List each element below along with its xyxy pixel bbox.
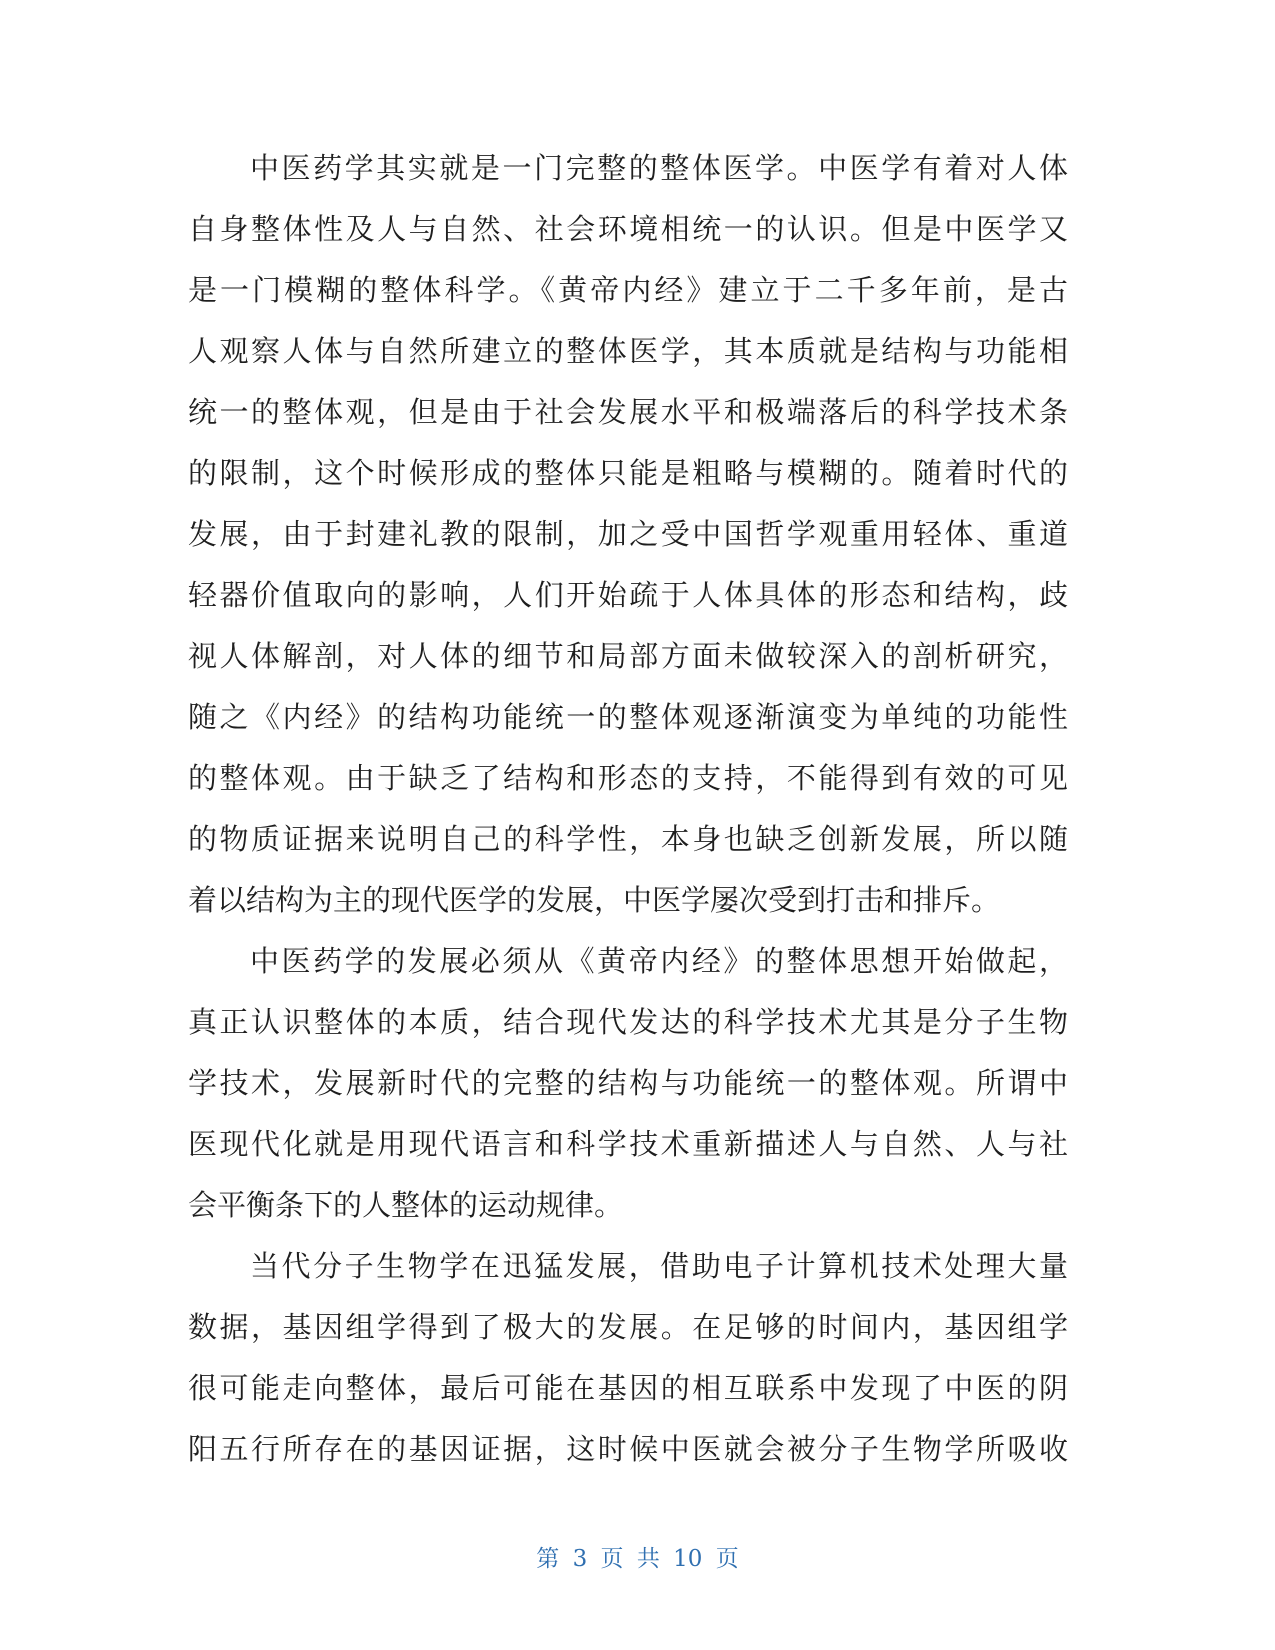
paragraph-line: 医现代化就是用现代语言和科学技术重新描述人与自然、人与社 <box>188 1127 1068 1161</box>
document-body <box>188 138 1068 1480</box>
paragraph-line: 中医药学的发展必须从《黄帝内经》的整体思想开始做起， <box>250 944 1068 978</box>
paragraph-line: 统一的整体观，但是由于社会发展水平和极端落后的科学技术条 <box>188 395 1068 429</box>
page-number-footer: 第 3 页 共 10 页 <box>536 1546 739 1572</box>
paragraph-3 <box>188 1236 1068 1480</box>
paragraph-line: 真正认识整体的本质，结合现代发达的科学技术尤其是分子生物 <box>188 1005 1068 1039</box>
paragraph-line: 人观察人体与自然所建立的整体医学，其本质就是结构与功能相 <box>188 334 1068 368</box>
paragraph-line: 随之《内经》的结构功能统一的整体观逐渐演变为单纯的功能性 <box>188 700 1068 734</box>
paragraph-line: 视人体解剖，对人体的细节和局部方面未做较深入的剖析研究， <box>188 639 1068 673</box>
paragraph-line: 很可能走向整体，最后可能在基因的相互联系中发现了中医的阴 <box>188 1371 1068 1405</box>
paragraph-line: 阳五行所存在的基因证据，这时候中医就会被分子生物学所吸收 <box>188 1432 1068 1466</box>
paragraph-line: 的物质证据来说明自己的科学性，本身也缺乏创新发展，所以随 <box>188 822 1068 856</box>
paragraph-line: 当代分子生物学在迅猛发展，借助电子计算机技术处理大量 <box>250 1249 1068 1283</box>
paragraph-line: 着以结构为主的现代医学的发展，中医学屡次受到打击和排斥。 <box>188 883 1001 917</box>
paragraph-line: 发展，由于封建礼教的限制，加之受中国哲学观重用轻体、重道 <box>188 517 1068 551</box>
paragraph-line: 是一门模糊的整体科学。《黄帝内经》建立于二千多年前，是古 <box>188 273 1068 307</box>
paragraph-1 <box>188 138 1068 931</box>
paragraph-line: 中医药学其实就是一门完整的整体医学。中医学有着对人体 <box>250 151 1068 185</box>
paragraph-line: 轻器价值取向的影响，人们开始疏于人体具体的形态和结构，歧 <box>188 578 1068 612</box>
paragraph-line: 的限制，这个时候形成的整体只能是粗略与模糊的。随着时代的 <box>188 456 1068 490</box>
paragraph-line: 自身整体性及人与自然、社会环境相统一的认识。但是中医学又 <box>188 212 1068 246</box>
paragraph-line: 会平衡条下的人整体的运动规律。 <box>188 1188 624 1222</box>
paragraph-line: 的整体观。由于缺乏了结构和形态的支持，不能得到有效的可见 <box>188 761 1068 795</box>
paragraph-line: 学技术，发展新时代的完整的结构与功能统一的整体观。所谓中 <box>188 1066 1068 1100</box>
paragraph-2 <box>188 931 1068 1236</box>
paragraph-line: 数据，基因组学得到了极大的发展。在足够的时间内，基因组学 <box>188 1310 1068 1344</box>
